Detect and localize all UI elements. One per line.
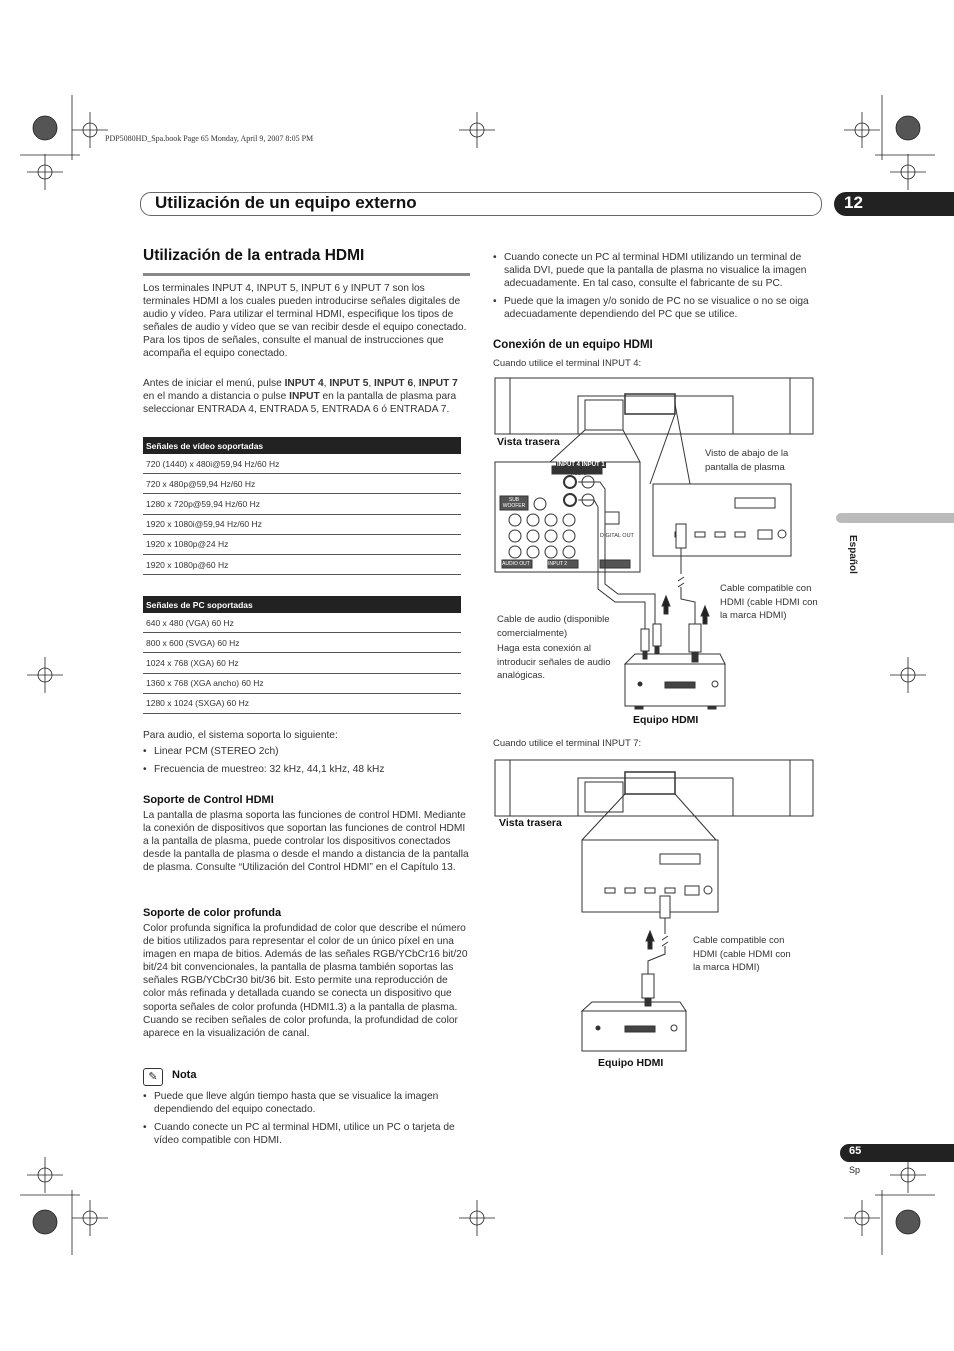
menu-sep: , (323, 378, 330, 389)
connection-title: Conexión de un equipo HDMI (493, 339, 653, 351)
list-item: • Puede que lleve algún tiempo hasta que se visualice la imagen dependiendo del equipo conectado. (143, 1090, 471, 1116)
menu-key-input: INPUT (289, 391, 320, 403)
panel-audio-label: AUDIO (571, 471, 587, 477)
panel-sub-label: SUB WOOFER (502, 497, 526, 509)
diagram1-hdmi-cable-label: Cable compatible con HDMI (cable HDMI con la marca HDMI) (720, 583, 818, 621)
section-title: Utilización de la entrada HDMI (143, 247, 365, 264)
list-item: • Cuando conecte un PC al terminal HDMI utilizando un terminal de salida DVI, puede que la pantalla de plasma no visualice la imagen adecuadamente. En tal caso, consulte el fabricante de su PC. (493, 251, 823, 290)
list-item: • Frecuencia de muestreo: 32 kHz, 44,1 kHz, 48 kHz (143, 763, 471, 776)
diagram2-illustration (490, 756, 830, 1056)
menu-text-mid: en el mando a distancia o pulse (143, 391, 290, 403)
intro-paragraph: Los terminales INPUT 4, INPUT 5, INPUT 6 y INPUT 7 son los terminales HDMI a los cuales pueden introducirse señales digitales de audio y vídeo. Para utilizar el terminal HDMI, especifique los tipos de señales de audio y vídeo que se van recibir desde el equipo conectado. Para los tipos de señales, consulte el manual de instrucciones que acompaña el equipo conectado. (143, 283, 467, 360)
diagram1-below-view-label: Visto de abajo de la pantalla de plasma (705, 448, 789, 473)
page-lang-code: Sp (849, 1165, 861, 1175)
pc-notes-list (493, 251, 823, 326)
control-body: La pantalla de plasma soporta las funciones de control HDMI. Mediante la conexión de dispositivos que soportan las funciones de control HDMI a la pantalla de plasma, puede controlar los dispositivos conectados desde la pantalla de plasma o desde el mando a distancia de la pantalla de plasma. Consulte “Utilización del Control HDMI” en el Capítulo 13. (143, 810, 469, 874)
control-title: Soporte de Control HDMI (143, 794, 274, 806)
table-row: 800 x 600 (SVGA) 60 Hz (143, 633, 461, 653)
table-row: 1920 x 1080i@59,94 Hz/60 Hz (143, 514, 461, 534)
print-info: PDP5080HD_Spa.book Page 65 Monday, April 9, 2007 8:05 PM (105, 134, 314, 143)
menu-paragraph (143, 377, 471, 416)
diagram2-hdmi-cable-label: Cable compatible con HDMI (cable HDMI con la marca HDMI) (693, 935, 791, 973)
pc-signals-table (143, 596, 461, 714)
header-title: Utilización de un equipo externo (155, 193, 417, 212)
diagram1-audio-cable-label: Cable de audio (disponible comercialmente) (497, 614, 610, 639)
nota-title: Nota (172, 1069, 197, 1081)
menu-sep: , (368, 378, 375, 389)
audio-list (143, 745, 471, 781)
deep-color-body: Color profunda significa la profundidad de color que describe el número de bitios utilizados para representar el color de un único píxel en una imagen en mapa de bitios. Además de las señales RGB/YCbCr16 bit/20 bit/24 bit convencionales, la pantalla de plasma también soportas las señales RGB/YCbCr30 bit/36 bit. Esto permite una reproducción de color más refinada y detallada cuando se conecta un dispositivo que soporta señales de color profunda (HDMI1.3) a la pantalla de plasma. Cuando se reciben señales de color profunda, la profundidad de color aparece en la visualización de canal. (143, 923, 468, 1039)
section-rule (143, 273, 470, 276)
panel-input2-label: INPUT 2 (548, 561, 568, 567)
table-row: 1920 x 1080p@60 Hz (143, 554, 461, 574)
diagram1-audio-note: Haga esta conexión al introducir señales de audio analógicas. (497, 643, 611, 681)
audio-intro: Para audio, el sistema soporta lo siguiente: (143, 730, 338, 741)
menu-key-input4: INPUT 4 (284, 378, 324, 389)
pc-table-header: Señales de PC soportadas (143, 596, 461, 613)
pencil-icon: ✎ (143, 1068, 163, 1086)
nota-list (143, 1090, 471, 1152)
chapter-number: 12 (844, 193, 863, 212)
table-row: 1280 x 720p@59,94 Hz/60 Hz (143, 494, 461, 514)
list-item: • Puede que la imagen y/o sonido de PC no se visualice o no se oiga adecuadamente dependiendo del PC que se utilice. (493, 295, 823, 321)
page-number-badge (840, 1144, 954, 1162)
table-row: 720 x 480p@59,94 Hz/60 Hz (143, 474, 461, 494)
label-input4: INPUT 4 (557, 462, 581, 468)
diagram2-rear-label: Vista trasera (499, 817, 562, 829)
diagram1-device-label: Equipo HDMI (633, 714, 699, 726)
table-row: 1280 x 1024 (SXGA) 60 Hz (143, 693, 461, 713)
menu-key-input6: INPUT 6 (374, 378, 414, 389)
side-tab (836, 513, 954, 523)
diagram2-caption: Cuando utilice el terminal INPUT 7: (493, 738, 642, 749)
list-item: • Cuando conecte un PC al terminal HDMI, utilice un PC o tarjeta de vídeo compatible con HDMI. (143, 1121, 471, 1147)
panel-digital-out-label: DIGITAL OUT (600, 533, 634, 539)
page-number: 65 (849, 1145, 862, 1157)
table-row: 1920 x 1080p@24 Hz (143, 534, 461, 554)
panel-audio-out-label: AUDIO OUT (502, 561, 530, 567)
chapter-badge (834, 192, 954, 216)
video-signals-table (143, 437, 461, 575)
diagram1-rear-label: Vista trasera (497, 436, 560, 448)
menu-text-pre: Antes de iniciar el menú, pulse (143, 378, 285, 389)
label-input1: INPUT 1 (581, 462, 605, 468)
table-row: 1024 x 768 (XGA) 60 Hz (143, 653, 461, 673)
menu-key-input7: INPUT 7 (418, 378, 458, 389)
panel-input4-label (556, 462, 606, 468)
video-table-header: Señales de vídeo soportadas (143, 437, 461, 454)
side-language-label: Español (847, 535, 858, 574)
menu-key-input5: INPUT 5 (329, 378, 369, 389)
table-row: 640 x 480 (VGA) 60 Hz (143, 613, 461, 633)
table-row: 1360 x 768 (XGA ancho) 60 Hz (143, 673, 461, 693)
menu-text-post: en la pantalla de plasma para seleccionar ENTRADA 4, ENTRADA 5, ENTRADA 6 ó ENTRADA 7. (143, 391, 457, 416)
list-item: • Linear PCM (STEREO 2ch) (143, 745, 471, 758)
diagram2-device-label: Equipo HDMI (598, 1057, 664, 1069)
diagram1-caption: Cuando utilice el terminal INPUT 4: (493, 358, 642, 369)
menu-sep: , (413, 378, 419, 389)
deep-color-title: Soporte de color profunda (143, 907, 282, 919)
table-row: 720 (1440) x 480i@59,94 Hz/60 Hz (143, 454, 461, 474)
